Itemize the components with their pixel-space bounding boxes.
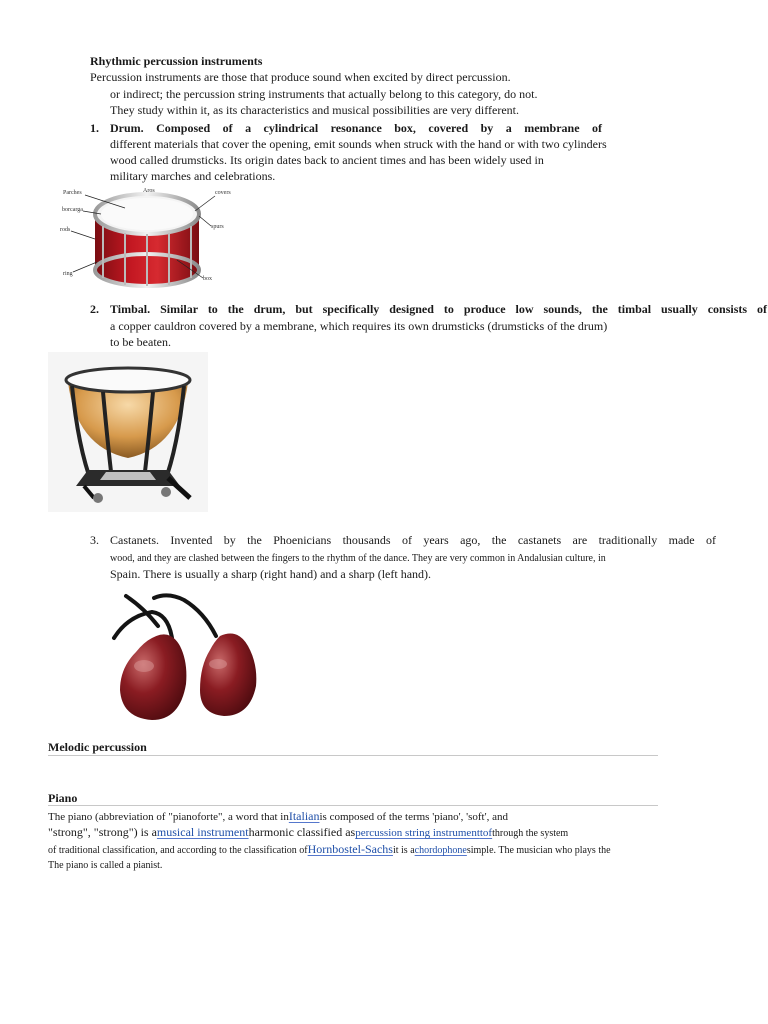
divider-piano bbox=[48, 805, 658, 806]
drum-label-covers: covers bbox=[215, 190, 231, 196]
castanets-line-3: Spain. There is usually a sharp (right hand) and a sharp (left hand). bbox=[110, 567, 432, 581]
piano-line-3 bbox=[48, 842, 611, 858]
drum-label-borcarga: borcarga bbox=[62, 207, 83, 213]
link-italian[interactable]: Italian bbox=[288, 809, 320, 823]
section-heading-rhythmic: Rhythmic percussion instruments bbox=[90, 54, 263, 68]
piano-text: it is a bbox=[392, 845, 415, 856]
timpani-image bbox=[48, 352, 208, 512]
drum-line-1: Drum. Composed of a cylindrical resonance box, covered by a membrane of bbox=[110, 121, 602, 135]
piano-text: harmonic classified as bbox=[248, 825, 356, 839]
intro-line-2: or indirect; the percussion string instruments that actually belong to this category, do not. bbox=[110, 87, 538, 101]
list-number-3: 3. bbox=[90, 533, 99, 547]
section-heading-melodic: Melodic percussion bbox=[48, 740, 147, 754]
timbal-line-3: to be beaten. bbox=[110, 335, 171, 349]
castanets-image bbox=[108, 586, 266, 728]
link-chordophone[interactable]: chordophone bbox=[414, 845, 467, 856]
snare-drum-diagram bbox=[55, 184, 240, 296]
drum-line-4: military marches and celebrations. bbox=[110, 169, 276, 183]
timbal-line-1: Timbal. Similar to the drum, but specifically designed to produce low sounds, the timbal usually consists of bbox=[110, 302, 767, 316]
piano-text: simple. The musician who plays the bbox=[466, 845, 611, 856]
intro-line-1: Percussion instruments are those that produce sound when excited by direct percussion. bbox=[90, 70, 511, 84]
piano-text: is composed of the terms 'piano', 'soft', and bbox=[319, 811, 508, 823]
piano-line-2 bbox=[48, 825, 568, 841]
section-heading-piano: Piano bbox=[48, 791, 78, 805]
piano-text: The piano (abbreviation of "pianoforte", a word that in bbox=[48, 811, 289, 823]
drum-label-box: box bbox=[203, 276, 212, 282]
timbal-line-2: a copper cauldron covered by a membrane, which requires its own drumsticks (drumsticks of the drum) bbox=[110, 319, 608, 333]
timpani-image-frame bbox=[48, 352, 208, 512]
drum-label-parches: Parches bbox=[63, 190, 82, 196]
drum-label-ring: ring bbox=[63, 271, 73, 277]
drum-label-spurs: spurs bbox=[211, 224, 224, 230]
drum-label-aros: Aros bbox=[143, 188, 155, 194]
piano-line-4: The piano is called a pianist. bbox=[48, 860, 163, 871]
piano-line-1 bbox=[48, 809, 508, 825]
castanets-line-1: Castanets. Invented by the Phoenicians thousands of years ago, the castanets are traditionally made of bbox=[110, 533, 716, 547]
drum-line-3: wood called drumsticks. Its origin dates back to ancient times and has been widely used in bbox=[110, 153, 544, 167]
piano-text: through the system bbox=[492, 828, 569, 839]
piano-text: "strong", "strong") is a bbox=[48, 825, 157, 839]
piano-text: of traditional classification, and according to the classification of bbox=[48, 845, 308, 856]
snare-drum-image bbox=[55, 184, 240, 296]
drum-label-rods: rods bbox=[60, 227, 71, 233]
link-percussion-string-instrument[interactable]: percussion string instrument bbox=[355, 827, 480, 839]
castanets-image-frame bbox=[108, 586, 266, 728]
intro-line-3: They study within it, as its characteristics and musical possibilities are very different. bbox=[110, 103, 520, 117]
link-tof[interactable]: tof bbox=[479, 827, 493, 839]
link-musical-instrument[interactable]: musical instrument bbox=[156, 825, 249, 839]
link-hornbostel-sachs[interactable]: Hornbostel-Sachs bbox=[307, 842, 393, 856]
drum-line-2: different materials that cover the opening, emit sounds when struck with the hand or with two cylinders bbox=[110, 137, 607, 151]
divider-melodic bbox=[48, 755, 658, 756]
list-number-2: 2. bbox=[90, 302, 99, 316]
list-number-1: 1. bbox=[90, 121, 99, 135]
castanets-line-2: wood, and they are clashed between the fingers to the rhythm of the dance. They are very common in Andalusian culture, in bbox=[110, 553, 606, 564]
